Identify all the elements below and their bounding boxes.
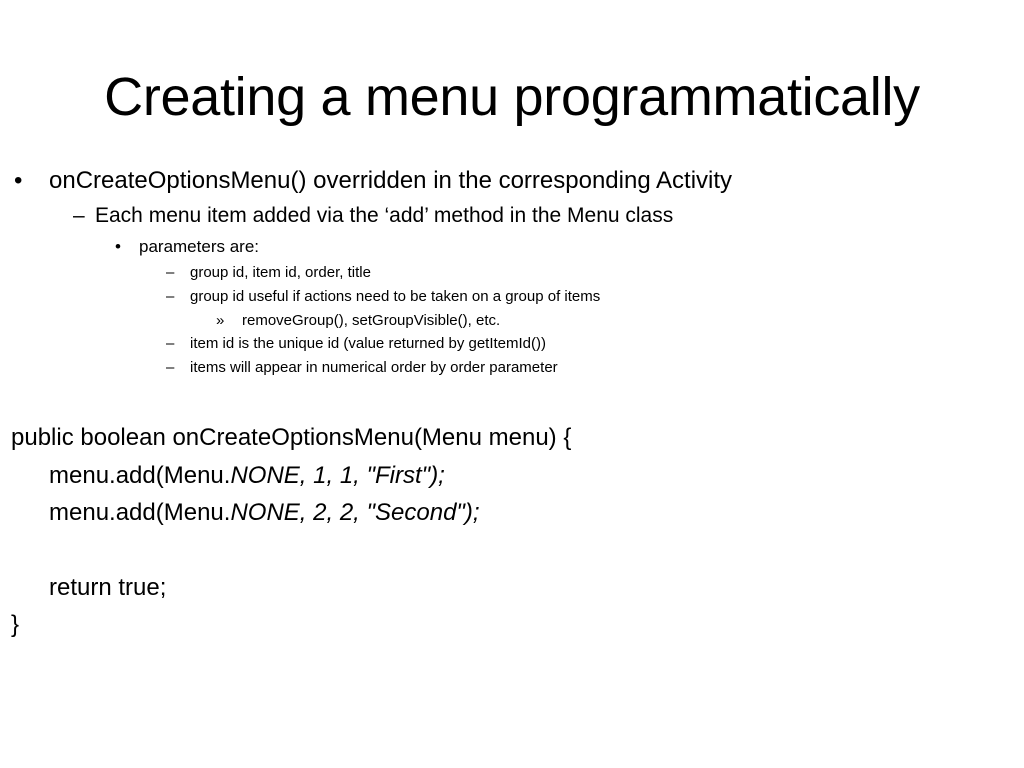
dash-marker: – xyxy=(166,288,175,305)
code-italic-text: NONE, 1, 1, "First"); xyxy=(230,462,445,489)
bullet-marker: • xyxy=(115,237,121,256)
dash-marker: – xyxy=(166,359,175,376)
bullet-level4-text: group id, item id, order, title xyxy=(190,264,371,281)
bullet-level1-text: onCreateOptionsMenu() overridden in the corresponding Activity xyxy=(49,167,733,194)
bullet-marker: • xyxy=(14,167,23,194)
bullet-level4-text: item id is the unique id (value returned by getItemId()) xyxy=(190,335,547,352)
slide-title: Creating a menu programmatically xyxy=(104,67,920,127)
bullet-level5-text: removeGroup(), setGroupVisible(), etc. xyxy=(242,312,501,329)
code-line: return true; xyxy=(49,574,167,601)
code-line: } xyxy=(11,611,20,638)
code-text: menu.add(Menu. xyxy=(49,499,231,526)
raquo-marker: » xyxy=(216,312,225,329)
code-text: menu.add(Menu. xyxy=(49,462,231,489)
code-line xyxy=(49,498,480,528)
bullet-level2-text: Each menu item added via the ‘add’ method in the Menu class xyxy=(95,204,674,227)
dash-marker: – xyxy=(73,204,85,227)
code-line: public boolean onCreateOptionsMenu(Menu menu) { xyxy=(11,424,572,451)
code-line xyxy=(49,461,445,491)
code-italic-text: NONE, 2, 2, "Second"); xyxy=(230,499,480,526)
dash-marker: – xyxy=(166,335,175,352)
dash-marker: – xyxy=(166,264,175,281)
bullet-level4-text: items will appear in numerical order by order parameter xyxy=(190,359,558,376)
bullet-level4-text: group id useful if actions need to be taken on a group of items xyxy=(190,288,601,305)
bullet-level3-text: parameters are: xyxy=(139,237,259,256)
